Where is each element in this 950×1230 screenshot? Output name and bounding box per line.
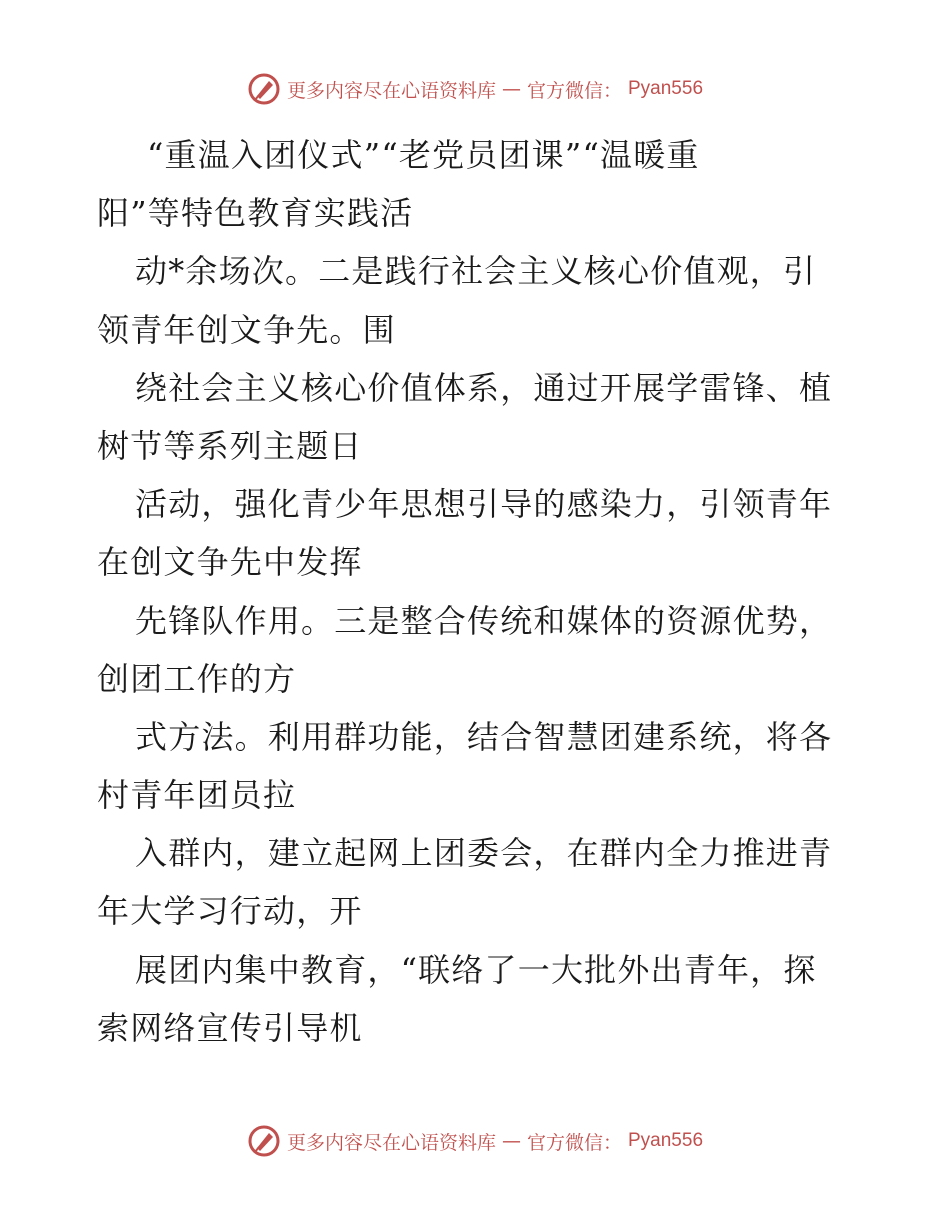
text-line: 先锋队作用。三是整合传统和媒体的资源优势，: [135, 601, 833, 640]
text-line: 年大学习行动，开: [97, 892, 363, 931]
text-line: 入群内，建立起网上团委会，在群内全力推进青: [135, 834, 833, 873]
watermark-wechat-id: Pyan556: [628, 1130, 704, 1151]
watermark-wechat-id: Pyan556: [628, 78, 704, 99]
watermark-header: [0, 72, 950, 106]
watermark-wechat-label: 官方微信：: [526, 79, 622, 102]
text-line: 创团工作的方: [97, 659, 297, 698]
text-line: 阳”等特色教育实践活: [97, 194, 414, 233]
document-body: [97, 126, 857, 1057]
text-line: 在创文争先中发挥: [97, 543, 363, 582]
text-line: 领青年创文争先。围: [97, 310, 396, 349]
text-line: “重温入团仪式”“老党员团课”“温暖重: [147, 136, 700, 174]
watermark-dash: —: [501, 1130, 521, 1152]
watermark-dash: —: [501, 78, 521, 100]
text-line: 索网络宣传引导机: [97, 1008, 363, 1047]
text-line: 树节等系列主题日: [97, 426, 363, 465]
watermark-title: 更多内容尽在心语资料库: [286, 79, 496, 102]
watermark-wechat-label: 官方微信：: [526, 1131, 622, 1154]
pen-nib-circle-icon: [247, 72, 281, 106]
text-line: 动*余场次。二是践行社会主义核心价值观，引: [135, 252, 817, 291]
text-line: 活动，强化青少年思想引导的感染力，引领青年: [135, 485, 833, 524]
text-line: 村青年团员拉: [97, 776, 297, 815]
text-line: 绕社会主义核心价值体系，通过开展学雷锋、植: [135, 368, 833, 407]
watermark-footer: [0, 1124, 950, 1158]
text-line: 展团内集中教育，“联络了一大批外出青年，探: [135, 950, 817, 989]
pen-nib-circle-icon: [247, 1124, 281, 1158]
text-line: 式方法。利用群功能，结合智慧团建系统，将各: [135, 717, 833, 756]
watermark-title: 更多内容尽在心语资料库: [286, 1131, 496, 1154]
